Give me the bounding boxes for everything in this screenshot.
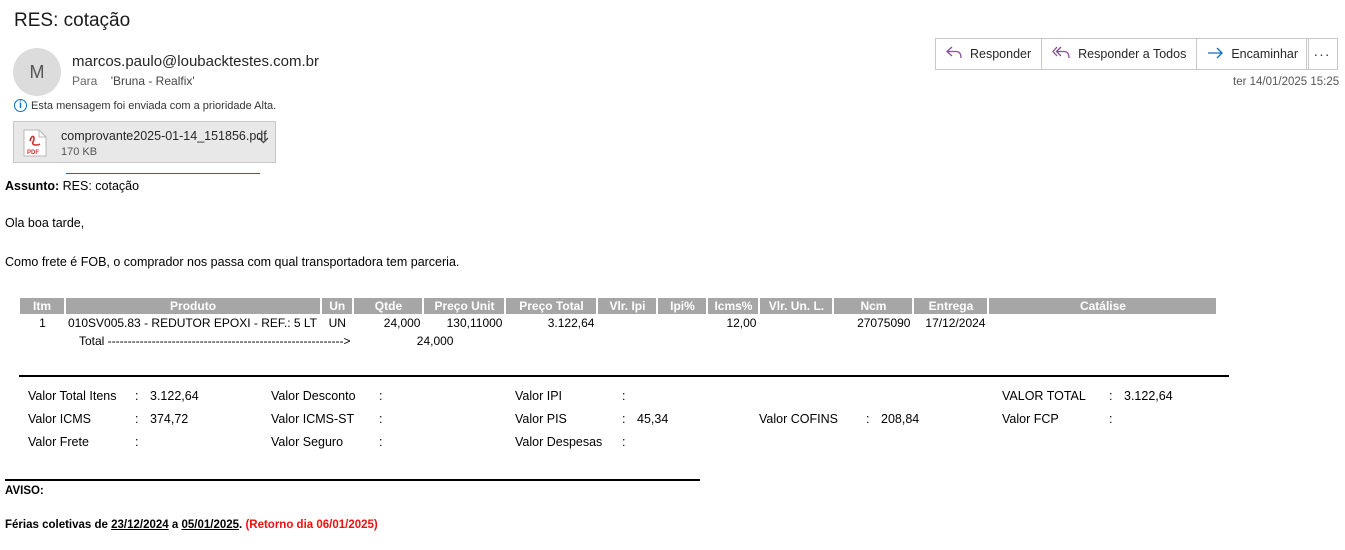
value-valor-icms: 374,72 xyxy=(150,412,189,426)
colon: : xyxy=(622,412,626,426)
quote-items-table xyxy=(20,298,1218,350)
col-header: Catálise xyxy=(988,298,1217,314)
reply-all-button[interactable] xyxy=(1042,39,1197,69)
label-valor-icms: Valor ICMS xyxy=(28,412,91,426)
ferias-dot: . xyxy=(239,519,243,531)
cell-entrega: 17/12/2024 xyxy=(925,316,986,330)
colon: : xyxy=(379,389,383,403)
ferias-notice xyxy=(5,519,378,531)
recipient-name[interactable]: 'Bruna - Realfix' xyxy=(110,74,195,88)
to-label: Para xyxy=(72,74,98,88)
colon: : xyxy=(622,389,626,403)
priority-notice xyxy=(14,99,276,112)
cell-ncm: 27075090 xyxy=(857,316,911,330)
label-valor-despesas: Valor Despesas xyxy=(515,435,603,449)
total-qtde: 24,000 xyxy=(416,334,454,348)
label-valor-total: VALOR TOTAL xyxy=(1002,389,1086,403)
col-header: Ncm xyxy=(833,298,913,314)
label-valor-desconto: Valor Desconto xyxy=(271,389,356,403)
table-row xyxy=(20,314,1217,332)
forward-label: Encaminhar xyxy=(1231,47,1299,61)
subject-value: RES: cotação xyxy=(62,179,140,193)
label-valor-frete: Valor Frete xyxy=(28,435,89,449)
total-label: Total -----------------------------------------------------------> xyxy=(79,334,351,348)
cell-preco-total: 3.122,64 xyxy=(547,316,595,330)
summary-divider xyxy=(19,375,1229,377)
attachment-name: comprovante2025-01-14_151856.pdf xyxy=(61,129,267,143)
colon: : xyxy=(866,412,870,426)
reply-icon xyxy=(946,46,962,63)
value-valor-total: 3.122,64 xyxy=(1124,389,1173,403)
recipient-row xyxy=(72,74,195,88)
greeting-text: Ola boa tarde, xyxy=(5,216,85,230)
col-header: Vlr. Un. L. xyxy=(759,298,833,314)
reply-label: Responder xyxy=(970,47,1032,61)
cell-vlr-ipi xyxy=(597,314,657,332)
table-header-row xyxy=(20,298,1217,314)
avatar-initial: M xyxy=(29,61,45,82)
message-text: Como frete é FOB, o comprador nos passa com qual transportadora tem parceria. xyxy=(5,255,460,269)
sent-date: ter 14/01/2025 15:25 xyxy=(1233,76,1340,88)
colon: : xyxy=(135,412,139,426)
col-header: Ipi% xyxy=(657,298,707,314)
colon: : xyxy=(135,435,139,449)
col-header: Icms% xyxy=(707,298,759,314)
forward-button[interactable] xyxy=(1197,39,1308,69)
cell-preco-unit: 130,11000 xyxy=(446,316,503,330)
pdf-type-label: PDF xyxy=(27,150,39,156)
cell-produto: 010SV005.83 - REDUTOR EPOXI - REF.: 5 LT xyxy=(68,316,317,330)
col-header: Vlr. Ipi xyxy=(597,298,657,314)
cell-catalise xyxy=(988,314,1217,332)
body-subject-line xyxy=(5,179,139,193)
col-header: Un xyxy=(321,298,353,314)
sender-address[interactable]: marcos.paulo@loubacktestes.com.br xyxy=(72,53,320,70)
aviso-label: AVISO: xyxy=(5,485,44,497)
more-actions-button[interactable]: ··· xyxy=(1306,38,1338,70)
label-valor-seguro: Valor Seguro xyxy=(271,435,344,449)
label-valor-cofins: Valor COFINS xyxy=(759,412,838,426)
attachment-card[interactable] xyxy=(13,121,276,163)
label-valor-ipi: Valor IPI xyxy=(515,389,563,403)
ferias-start-date: 23/12/2024 xyxy=(111,519,169,531)
email-subject: RES: cotação xyxy=(14,10,131,31)
label-valor-icms-st: Valor ICMS-ST xyxy=(271,412,355,426)
cell-qtde: 24,000 xyxy=(383,316,421,330)
reply-button[interactable] xyxy=(936,39,1042,69)
colon: : xyxy=(379,435,383,449)
reply-all-icon xyxy=(1052,46,1070,63)
cell-ipi-pct xyxy=(657,314,707,332)
avatar[interactable] xyxy=(13,48,61,96)
colon: : xyxy=(135,389,139,403)
retorno-notice: (Retorno dia 06/01/2025) xyxy=(242,519,378,531)
colon: : xyxy=(622,435,626,449)
chevron-down-icon[interactable] xyxy=(258,135,269,147)
signature-divider xyxy=(5,479,700,481)
priority-text: Esta mensagem foi enviada com a prioridade Alta. xyxy=(31,99,277,112)
colon: : xyxy=(379,412,383,426)
cell-icms-pct: 12,00 xyxy=(726,316,757,330)
ferias-prefix: Férias coletivas de xyxy=(5,519,112,531)
forward-icon xyxy=(1207,46,1223,63)
value-valor-cofins: 208,84 xyxy=(881,412,920,426)
cell-un: UN xyxy=(328,316,346,330)
table-total-row xyxy=(20,332,1217,350)
cell-vlr-un-l xyxy=(759,314,833,332)
label-valor-fcp: Valor FCP xyxy=(1002,412,1059,426)
col-header: Qtde xyxy=(353,298,423,314)
reply-all-label: Responder a Todos xyxy=(1078,47,1187,61)
col-header: Itm xyxy=(20,298,65,314)
info-icon: i xyxy=(14,99,27,112)
ferias-end-date: 05/01/2025 xyxy=(181,519,240,531)
pdf-file-icon xyxy=(23,129,47,157)
value-valor-pis: 45,34 xyxy=(637,412,669,426)
message-actions xyxy=(935,38,1309,70)
col-header: Entrega xyxy=(913,298,988,314)
col-header: Preço Unit xyxy=(423,298,505,314)
ferias-mid: a xyxy=(168,519,182,531)
label-valor-total-itens: Valor Total Itens xyxy=(28,389,117,403)
value-valor-total-itens: 3.122,64 xyxy=(150,389,199,403)
col-header: Preço Total xyxy=(505,298,597,314)
colon: : xyxy=(1109,389,1113,403)
cell-itm: 1 xyxy=(39,316,46,330)
label-valor-pis: Valor PIS xyxy=(515,412,567,426)
col-header: Produto xyxy=(65,298,321,314)
subject-label: Assunto: xyxy=(5,179,60,193)
divider-link-line xyxy=(66,173,260,174)
colon: : xyxy=(1109,412,1113,426)
attachment-size: 170 KB xyxy=(61,146,98,158)
